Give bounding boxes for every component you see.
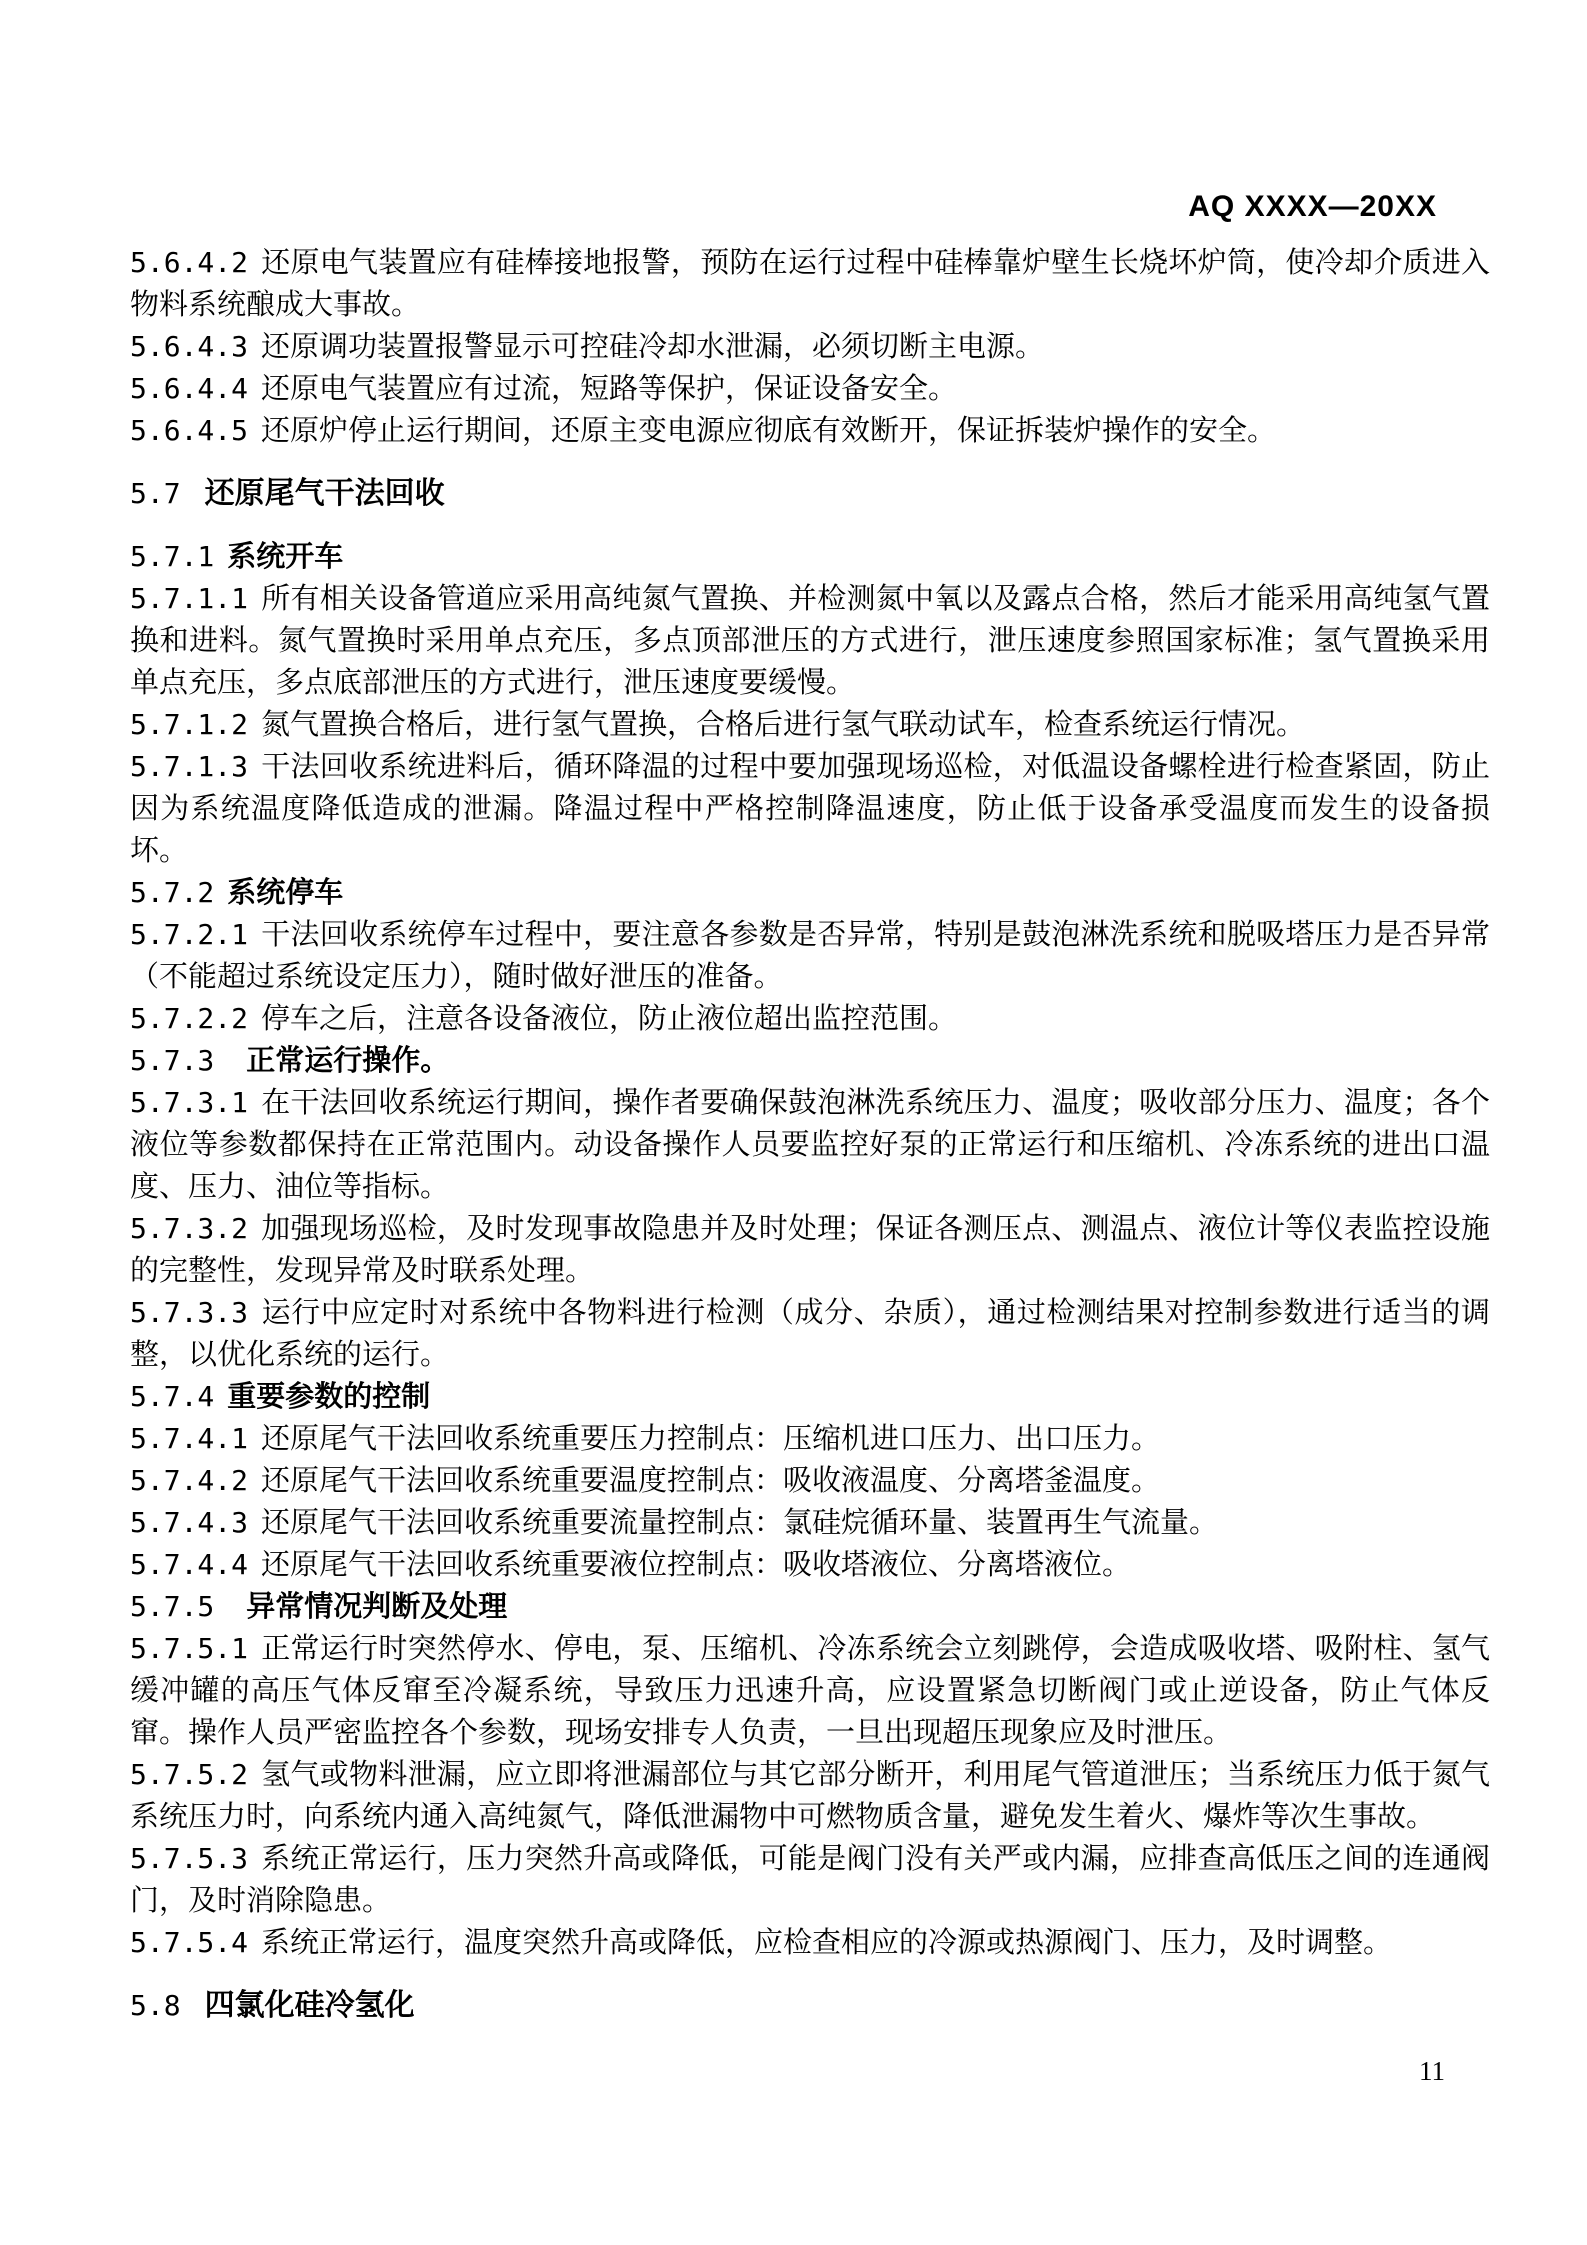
clause-text: 还原尾气干法回收系统重要流量控制点：氯硅烷循环量、装置再生气流量。 — [261, 1507, 1219, 1539]
clause-number: 5.7.1.3 — [130, 750, 249, 783]
clause-5-6-4-2 — [130, 242, 1490, 326]
clause-text: 还原电气装置应有硅棒接地报警，预防在运行过程中硅棒靠炉壁生长烧坏炉筒，使冷却介质进入物料系统酿成大事故。 — [130, 247, 1490, 321]
clause-number: 5.7.3.2 — [130, 1212, 249, 1245]
subsection-number: 5.7.4 — [130, 1380, 215, 1413]
clause-number: 5.6.4.2 — [130, 246, 249, 279]
clause-number: 5.7.5.4 — [130, 1926, 249, 1959]
clause-number: 5.7.2.2 — [130, 1002, 249, 1035]
subsection-title: 异常情况判断及处理 — [246, 1591, 508, 1623]
section-title: 还原尾气干法回收 — [204, 477, 445, 510]
subsection-heading-5-7-3 — [130, 1040, 1490, 1082]
clause-5-6-4-4 — [130, 368, 1490, 410]
clause-text: 还原尾气干法回收系统重要压力控制点：压缩机进口压力、出口压力。 — [261, 1423, 1161, 1455]
document-body — [130, 242, 1490, 2048]
subsection-heading-5-7-5 — [130, 1586, 1490, 1628]
clause-text: 氮气置换合格后，进行氢气置换，合格后进行氢气联动试车，检查系统运行情况。 — [261, 709, 1306, 741]
clause-number: 5.7.3.1 — [130, 1086, 249, 1119]
clause-5-7-5-1 — [130, 1628, 1490, 1754]
clause-text: 还原电气装置应有过流，短路等保护，保证设备安全。 — [261, 373, 958, 405]
clause-5-7-4-1 — [130, 1418, 1490, 1460]
clause-number: 5.6.4.5 — [130, 414, 249, 447]
clause-5-7-1-1 — [130, 578, 1490, 704]
clause-text: 正常运行时突然停水、停电，泵、压缩机、冷冻系统会立刻跳停，会造成吸收塔、吸附柱、氢气缓冲罐的高压气体反窜至冷凝系统，导致压力迅速升高，应设置紧急切断阀门或止逆设备，防止气体反窜。操作人员严密监控各个参数，现场安排专人负责，一旦出现超压现象应及时泄压。 — [130, 1633, 1490, 1749]
clause-number: 5.7.4.4 — [130, 1548, 249, 1581]
clause-number: 5.7.2.1 — [130, 918, 249, 951]
clause-number: 5.7.3.3 — [130, 1296, 249, 1329]
section-number: 5.8 — [130, 1989, 181, 2022]
subsection-number: 5.7.5 — [130, 1590, 215, 1623]
clause-5-7-4-3 — [130, 1502, 1490, 1544]
clause-text: 运行中应定时对系统中各物料进行检测（成分、杂质），通过检测结果对控制参数进行适当的调整，以优化系统的运行。 — [130, 1297, 1490, 1371]
clause-number: 5.7.4.2 — [130, 1464, 249, 1497]
subsection-number: 5.7.3 — [130, 1044, 215, 1077]
clause-number: 5.7.5.3 — [130, 1842, 249, 1875]
clause-number: 5.7.4.3 — [130, 1506, 249, 1539]
section-number: 5.7 — [130, 477, 181, 510]
section-title: 四氯化硅冷氢化 — [204, 1989, 415, 2022]
subsection-number: 5.7.1 — [130, 540, 215, 573]
clause-number: 5.7.1.1 — [130, 582, 249, 615]
clause-text: 还原尾气干法回收系统重要温度控制点：吸收液温度、分离塔釜温度。 — [261, 1465, 1161, 1497]
clause-5-7-2-1 — [130, 914, 1490, 998]
subsection-title: 系统开车 — [227, 541, 344, 573]
clause-5-7-1-2 — [130, 704, 1490, 746]
clause-5-7-4-4 — [130, 1544, 1490, 1586]
clause-text: 所有相关设备管道应采用高纯氮气置换、并检测氮中氧以及露点合格，然后才能采用高纯氢气置换和进料。氮气置换时采用单点充压，多点顶部泄压的方式进行，泄压速度参照国家标准；氢气置换采用单点充压，多点底部泄压的方式进行，泄压速度要缓慢。 — [130, 583, 1490, 699]
clause-number: 5.6.4.3 — [130, 330, 249, 363]
clause-5-7-3-1 — [130, 1082, 1490, 1208]
subsection-heading-5-7-1 — [130, 536, 1490, 578]
clause-text: 干法回收系统进料后，循环降温的过程中要加强现场巡检，对低温设备螺栓进行检查紧固，防止因为系统温度降低造成的泄漏。降温过程中严格控制降温速度，防止低于设备承受温度而发生的设备损坏。 — [130, 751, 1490, 867]
clause-number: 5.6.4.4 — [130, 372, 249, 405]
standard-code-header: AQ XXXX—20XX — [1188, 190, 1437, 223]
clause-5-6-4-3 — [130, 326, 1490, 368]
subsection-title: 系统停车 — [227, 877, 344, 909]
subsection-title: 重要参数的控制 — [227, 1381, 431, 1413]
clause-5-7-1-3 — [130, 746, 1490, 872]
page-number: 11 — [1419, 2056, 1445, 2086]
clause-number: 5.7.5.2 — [130, 1758, 249, 1791]
clause-number: 5.7.5.1 — [130, 1632, 249, 1665]
subsection-number: 5.7.2 — [130, 876, 215, 909]
clause-5-7-5-2 — [130, 1754, 1490, 1838]
clause-number: 5.7.1.2 — [130, 708, 249, 741]
subsection-heading-5-7-4 — [130, 1376, 1490, 1418]
clause-5-7-5-4 — [130, 1922, 1490, 1964]
clause-5-7-4-2 — [130, 1460, 1490, 1502]
clause-text: 停车之后，注意各设备液位，防止液位超出监控范围。 — [261, 1003, 958, 1035]
clause-text: 加强现场巡检，及时发现事故隐患并及时处理；保证各测压点、测温点、液位计等仪表监控设施的完整性，发现异常及时联系处理。 — [130, 1213, 1490, 1287]
section-heading-5-8 — [130, 1985, 1490, 2027]
clause-text: 还原尾气干法回收系统重要液位控制点：吸收塔液位、分离塔液位。 — [261, 1549, 1132, 1581]
subsection-heading-5-7-2 — [130, 872, 1490, 914]
clause-number: 5.7.4.1 — [130, 1422, 249, 1455]
clause-5-7-5-3 — [130, 1838, 1490, 1922]
clause-text: 系统正常运行，压力突然升高或降低，可能是阀门没有关严或内漏，应排查高低压之间的连通阀门，及时消除隐患。 — [130, 1843, 1490, 1917]
clause-text: 在干法回收系统运行期间，操作者要确保鼓泡淋洗系统压力、温度；吸收部分压力、温度；各个液位等参数都保持在正常范围内。动设备操作人员要监控好泵的正常运行和压缩机、冷冻系统的进出口温度、压力、油位等指标。 — [130, 1087, 1490, 1203]
clause-text: 还原炉停止运行期间，还原主变电源应彻底有效断开，保证拆装炉操作的安全。 — [261, 415, 1277, 447]
clause-5-6-4-5 — [130, 410, 1490, 452]
clause-text: 还原调功装置报警显示可控硅冷却水泄漏，必须切断主电源。 — [261, 331, 1045, 363]
clause-5-7-2-2 — [130, 998, 1490, 1040]
clause-text: 氢气或物料泄漏，应立即将泄漏部位与其它部分断开，利用尾气管道泄压；当系统压力低于氮气系统压力时，向系统内通入高纯氮气，降低泄漏物中可燃物质含量，避免发生着火、爆炸等次生事故。 — [130, 1759, 1490, 1833]
clause-text: 干法回收系统停车过程中，要注意各参数是否异常，特别是鼓泡淋洗系统和脱吸塔压力是否异常（不能超过系统设定压力），随时做好泄压的准备。 — [130, 919, 1490, 993]
clause-5-7-3-3 — [130, 1292, 1490, 1376]
clause-5-7-3-2 — [130, 1208, 1490, 1292]
subsection-title: 正常运行操作。 — [246, 1045, 450, 1077]
section-heading-5-7 — [130, 473, 1490, 515]
clause-text: 系统正常运行，温度突然升高或降低，应检查相应的冷源或热源阀门、压力，及时调整。 — [261, 1927, 1393, 1959]
